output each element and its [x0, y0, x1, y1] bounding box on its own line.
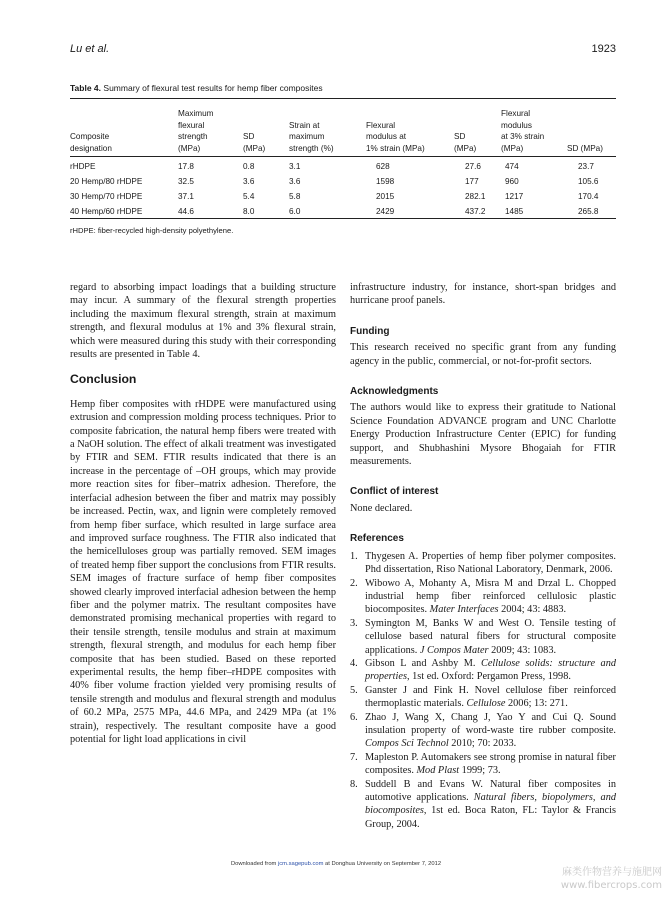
reference-number: 4. [350, 657, 358, 669]
right-column [350, 281, 616, 831]
table-cell: 23.7 [578, 162, 594, 171]
reference-item [350, 711, 616, 751]
table-cell: 3.6 [289, 177, 301, 186]
table-header-cell: SD (MPa) [243, 132, 266, 153]
table-cell: 170.4 [578, 192, 599, 201]
page-number: 1923 [591, 43, 616, 55]
table-cell: 0.8 [243, 162, 255, 171]
table-cell: 960 [505, 177, 519, 186]
footer-link[interactable]: jcm.sagepub.com [277, 861, 324, 867]
reference-item [350, 657, 616, 684]
table-header-cell: SD (MPa) [454, 132, 477, 153]
table-cell: 6.0 [289, 207, 301, 216]
reference-details: 1999; 73. [459, 765, 501, 777]
table-cell: 17.8 [178, 162, 194, 171]
funding-text: This research received no specific grant from any funding agency in the public, commercial, or not-for-profit sectors. [350, 342, 616, 367]
table-row-label: rHDPE [70, 162, 96, 171]
table-header-rule [70, 156, 616, 157]
table-header-cell: Flexural modulus at 1% strain (MPa) [366, 120, 425, 153]
reference-item [350, 577, 616, 617]
table-cell: 3.6 [243, 177, 255, 186]
reference-details: , 1st ed. Boca Raton, FL: Taylor & Francis Group, 2004. [365, 805, 616, 830]
reference-source: Natural fibers, biopolymers, and biocomposites [365, 792, 616, 817]
reference-text: Ganster J and Fink H. Novel cellulose fiber reinforced thermoplastic materials. [365, 684, 616, 710]
reference-number: 1. [350, 550, 358, 562]
table-cell: 105.6 [578, 177, 599, 186]
conflict-heading: Conflict of interest [350, 486, 439, 498]
table-cell: 474 [505, 162, 519, 171]
reference-details: 2009; 43: 1083. [488, 644, 557, 656]
reference-source: Mater Interfaces [429, 604, 499, 616]
reference-details: , 1st ed. Oxford: Pergamon Press, 1998. [406, 671, 571, 683]
table-cell: 437.2 [465, 207, 486, 216]
table-header-cell: SD (MPa) [567, 143, 603, 153]
table-cell: 1217 [505, 192, 524, 201]
site-watermark [561, 866, 662, 892]
continuation-paragraph: infrastructure industry, for instance, short-span bridges and hurricane proof panels. [350, 282, 616, 307]
reference-text: Mapleston P. Automakers see strong promise in natural fiber composites. [365, 751, 616, 777]
reference-text: Suddell B and Evans W. Natural fiber composites in automotive applications. [365, 778, 616, 803]
table-cell: 44.6 [178, 207, 194, 216]
table-top-rule [70, 98, 616, 99]
reference-item [350, 684, 616, 711]
table-cell: 1598 [376, 177, 395, 186]
table-cell: 32.5 [178, 177, 194, 186]
table-cell: 5.4 [243, 192, 255, 201]
reference-source: Cellulose solids: structure and properties [365, 657, 616, 683]
reference-list [350, 550, 616, 832]
running-head-author: Lu et al. [70, 43, 110, 55]
acknowledgments-heading: Acknowledgments [350, 386, 439, 398]
table-label: Table 4. [70, 83, 102, 93]
table-cell: 282.1 [465, 192, 486, 201]
table-title: Summary of flexural test results for hemp fiber composites [103, 83, 323, 93]
funding-heading: Funding [350, 325, 390, 337]
reference-number: 3. [350, 617, 358, 629]
reference-text: Gibson L and Ashby M. [365, 657, 481, 669]
running-head [70, 43, 616, 59]
watermark-url: www.fibercrops.com [560, 880, 662, 891]
table-row-label: 30 Hemp/70 rHDPE [70, 192, 143, 201]
reference-details: 2004; 43: 4883. [498, 604, 567, 616]
reference-source: Cellulose [466, 698, 506, 710]
table-cell: 2015 [376, 192, 395, 201]
reference-text: Wibowo A, Mohanty A, Misra M and Drzal L. Chopped industrial hemp fiber reinforced cellulosic plastic biocomposites. [365, 577, 616, 616]
table-row-label: 40 Hemp/60 rHDPE [70, 207, 143, 216]
left-column [70, 281, 336, 746]
table-cell: 177 [465, 177, 479, 186]
reference-item [350, 550, 616, 577]
table-cell: 3.1 [289, 162, 301, 171]
reference-source: Mod Plast [416, 765, 460, 777]
table-caption [70, 83, 323, 93]
table-row-label: 20 Hemp/80 rHDPE [70, 177, 143, 186]
references-heading: References [350, 533, 404, 545]
table-header-cell: Flexural modulus at 3% strain (MPa) [501, 109, 545, 153]
reference-number: 7. [350, 751, 358, 763]
intro-paragraph: regard to absorbing impact loadings that a building structure may incur. A summary of the flexural strength properties including the maximum flexural strength, strain at maximum strength, and flexural modulus at 1% and 3% flexural strain, which were measured during this study with their corresponding results are presented in Table 4. [70, 282, 336, 361]
reference-text: Zhao J, Wang X, Chang J, Yao Y and Cui Q. Sound insulation property of word-waste tire rubber composite. [365, 711, 616, 736]
table-cell: 37.1 [178, 192, 194, 201]
table-footnote: rHDPE: fiber-recycled high-density polyethylene. [70, 226, 234, 235]
table-header-cell: Composite designation [70, 132, 112, 153]
table-header-cell: Maximum flexural strength (MPa) [178, 109, 214, 153]
conclusion-paragraph: Hemp fiber composites with rHDPE were manufactured using extrusion and compression molding process techniques. Prior to composite fabrication, the natural hemp fibers were treated with a NaOH solution. The effect of alkali treatment was investigated by FTIR and SEM. FTIR results indicated that there is an increase in the percentage of –OH groups, which may provide more reaction sites for fiber–matrix adhesion. Therefore, the interfacial adhesion between the fiber and matrix may possibly be increased. Pectin, wax, and lignin were completely removed from hemp fiber surface, which resulted in large surface area and improved surface roughness. The FTIR also indicated that the hemicelluloses group was partially removed. SEM images of treated hemp fiber support the conclusions from FTIR results. SEM images of fracture surface of hemp fiber composites showed clearly improved interfacial adhesion between the hemp fiber and the polymer matrix. The resultant composites have demonstrated promising mechanical properties with regard to their tensile strength, tensile modulus and strain at maximum strength, flexural strength, and modulus for each hemp fiber composite that has been studied. Based on these reported experimental results, the hemp fiber–rHDPE composites with 40% fiber volume fraction yielded very promising results of tensile strength and modulus and flexural strength and modulus of 60.2 MPa, 2575 MPa, 44.6 MPa, and 2429 MPa (at 1% strain), respectively. The resultant composite have a good potential for light load applications in civil [70, 398, 336, 745]
table-cell: 5.8 [289, 192, 301, 201]
reference-text: Symington M, Banks W and West O. Tensile testing of cellulose based natural fibers for structural composite applications. [365, 617, 616, 656]
table-cell: 628 [376, 162, 390, 171]
reference-source: Compos Sci Technol [365, 738, 449, 750]
reference-item [350, 617, 616, 657]
reference-item [350, 751, 616, 778]
footer-prefix: Downloaded from [230, 861, 278, 867]
reference-source: J Compos Mater [419, 644, 489, 656]
reference-number: 5. [350, 684, 358, 696]
reference-number: 2. [350, 577, 358, 589]
watermark-cn-text: 麻类作物营养与施肥网 [562, 867, 662, 878]
table-cell: 8.0 [243, 207, 255, 216]
table-cell: 1485 [505, 207, 524, 216]
reference-number: 8. [350, 778, 358, 790]
conflict-text: None declared. [350, 502, 413, 514]
footer-suffix: at Donghua University on September 7, 2012 [323, 861, 442, 867]
table-header-cell: Strain at maximum strength (%) [289, 120, 334, 153]
acknowledgments-text: The authors would like to express their gratitude to National Science Foundation ADVANCE program and UNC Charlotte Energy Production Infrastructure Center (EPIC) for funding support, and Shubhashini Mysore Bhogaiah for FTIR measurements. [350, 402, 616, 468]
table-bottom-rule [70, 218, 616, 219]
conclusion-heading: Conclusion [70, 372, 137, 387]
table-cell: 27.6 [465, 162, 481, 171]
reference-text: Thygesen A. Properties of hemp fiber polymer composites. Phd dissertation, Riso National Laboratory, Denmark, 2006. [365, 550, 616, 576]
table-cell: 265.8 [578, 207, 599, 216]
table-cell: 2429 [376, 207, 395, 216]
reference-number: 6. [350, 711, 358, 723]
reference-details: 2006; 13: 271. [505, 698, 568, 710]
reference-details: 2010; 70: 2033. [448, 738, 517, 750]
reference-item [350, 778, 616, 832]
